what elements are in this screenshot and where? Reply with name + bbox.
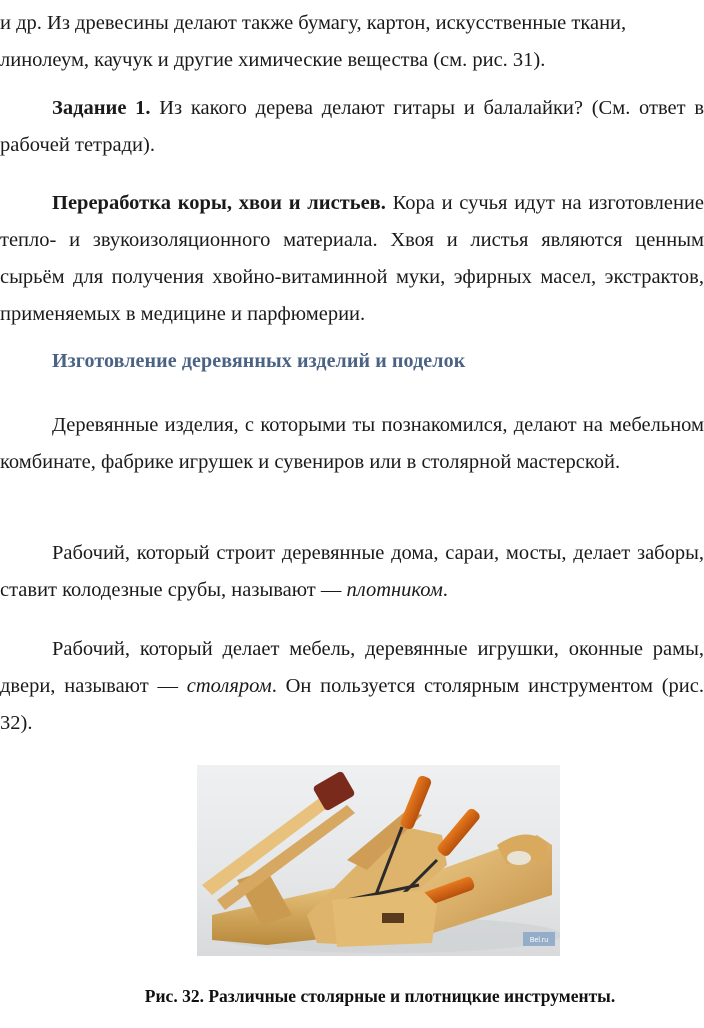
- paragraph-wooden-products: Деревянные изделия, с которыми ты познакомился, делают на мебельном комбинате, фабрике игрушек и сувениров или в столярной мастерской.: [0, 414, 704, 473]
- section-heading: Изготовление деревянных изделий и поделок: [52, 350, 466, 372]
- figure-caption: Рис. 32. Различные столярные и плотницкие инструменты.: [144, 986, 616, 1006]
- paragraph-wood-uses-line2: линолеум, каучук и другие химические вещества (см. рис. 31).: [0, 49, 546, 71]
- paragraph-joiner: Рабочий, который делает мебель, деревянные игрушки, оконные рамы, двери, называют — столяром. Он пользуется столярным инструментом (рис. 32).: [0, 638, 704, 734]
- tools-photo: [197, 765, 560, 956]
- paragraph-carpenter: Рабочий, который строит деревянные дома, сараи, мосты, делает заборы, ставит колодезные срубы, называют — плотником.: [0, 542, 704, 601]
- task-label: Задание 1.: [52, 97, 151, 119]
- photo-watermark: Bel.ru: [529, 937, 549, 944]
- paragraph-wood-uses-line1: и др. Из древесины делают также бумагу, картон, искусственные ткани,: [0, 12, 627, 34]
- woodworking-tools-image: [197, 765, 560, 956]
- paragraph-task-1: Задание 1. Из какого дерева делают гитары и балалайки? (См. ответ в рабочей тетради).: [0, 97, 704, 156]
- term-carpenter: плотником: [346, 579, 443, 601]
- term-joiner: столяром: [186, 675, 272, 697]
- bark-label: Переработка коры, хвои и листьев.: [52, 192, 386, 214]
- paragraph-bark-processing: Переработка коры, хвои и листьев. Кора и сучья идут на изготовление тепло- и звукоизоляционного материала. Хвоя и листья являются ценным сырьём для получения хвойно-витаминной муки, эфирных масел, экстрактов, применяемых в медицине и парфюмерии.: [0, 192, 704, 325]
